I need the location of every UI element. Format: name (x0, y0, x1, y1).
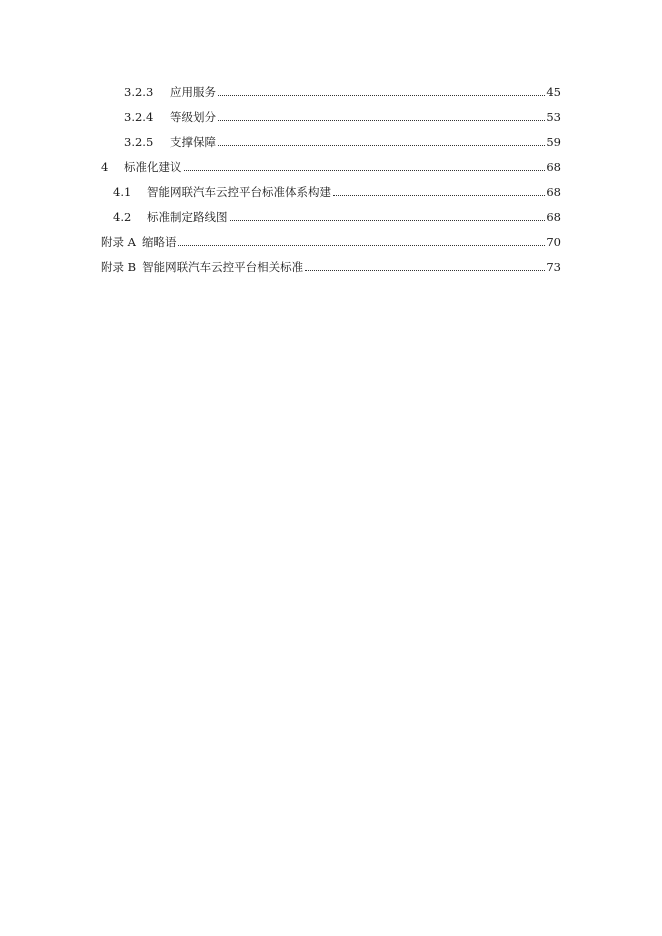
dot-leader (218, 144, 545, 146)
toc-entry-number: 3.2.5 (124, 135, 154, 149)
toc-entry-title: 标准制定路线图 (147, 210, 228, 224)
toc-entry-number: 3.2.3 (124, 85, 154, 99)
dot-leader (218, 94, 545, 96)
dot-leader (305, 269, 545, 271)
toc-entry-number: 4.2 (113, 210, 132, 224)
toc-entry-page: 70 (546, 235, 561, 249)
toc-entry-page: 53 (546, 110, 561, 124)
dot-leader (178, 244, 545, 246)
toc-entry-appendix-a[interactable] (101, 231, 561, 249)
dot-leader (230, 219, 546, 221)
toc-entry-appendix-b[interactable] (101, 256, 561, 274)
toc-entry-page: 68 (546, 160, 561, 174)
toc-entry-title: 标准化建议 (124, 160, 182, 174)
toc-entry-page: 73 (546, 260, 561, 274)
toc-entry-title: 智能网联汽车云控平台标准体系构建 (147, 185, 331, 199)
toc-entry-title: 智能网联汽车云控平台相关标准 (142, 260, 304, 274)
toc-entry-title: 支撑保障 (170, 135, 216, 149)
toc-entry-page: 68 (546, 210, 561, 224)
toc-entry-3-2-3[interactable] (124, 81, 561, 99)
toc-entry-title: 缩略语 (141, 235, 177, 249)
toc-entry-number: 附录 B (101, 260, 137, 274)
dot-leader (218, 119, 545, 121)
toc-entry-number: 3.2.4 (124, 110, 154, 124)
toc-entry-3-2-5[interactable] (124, 131, 561, 149)
toc-entry-page: 59 (546, 135, 561, 149)
toc-entry-title: 应用服务 (170, 85, 216, 99)
toc-entry-title: 等级划分 (170, 110, 216, 124)
dot-leader (333, 194, 545, 196)
toc-entry-4[interactable] (101, 156, 561, 174)
toc-entry-3-2-4[interactable] (124, 106, 561, 124)
toc-entry-number: 4 (101, 160, 109, 174)
toc-entry-page: 45 (546, 85, 561, 99)
toc-entry-number: 附录 A (101, 235, 136, 249)
toc-entry-number: 4.1 (113, 185, 132, 199)
toc-entry-page: 68 (546, 185, 561, 199)
toc-entry-4-1[interactable] (113, 181, 561, 199)
dot-leader (184, 169, 546, 171)
toc-entry-4-2[interactable] (113, 206, 561, 224)
